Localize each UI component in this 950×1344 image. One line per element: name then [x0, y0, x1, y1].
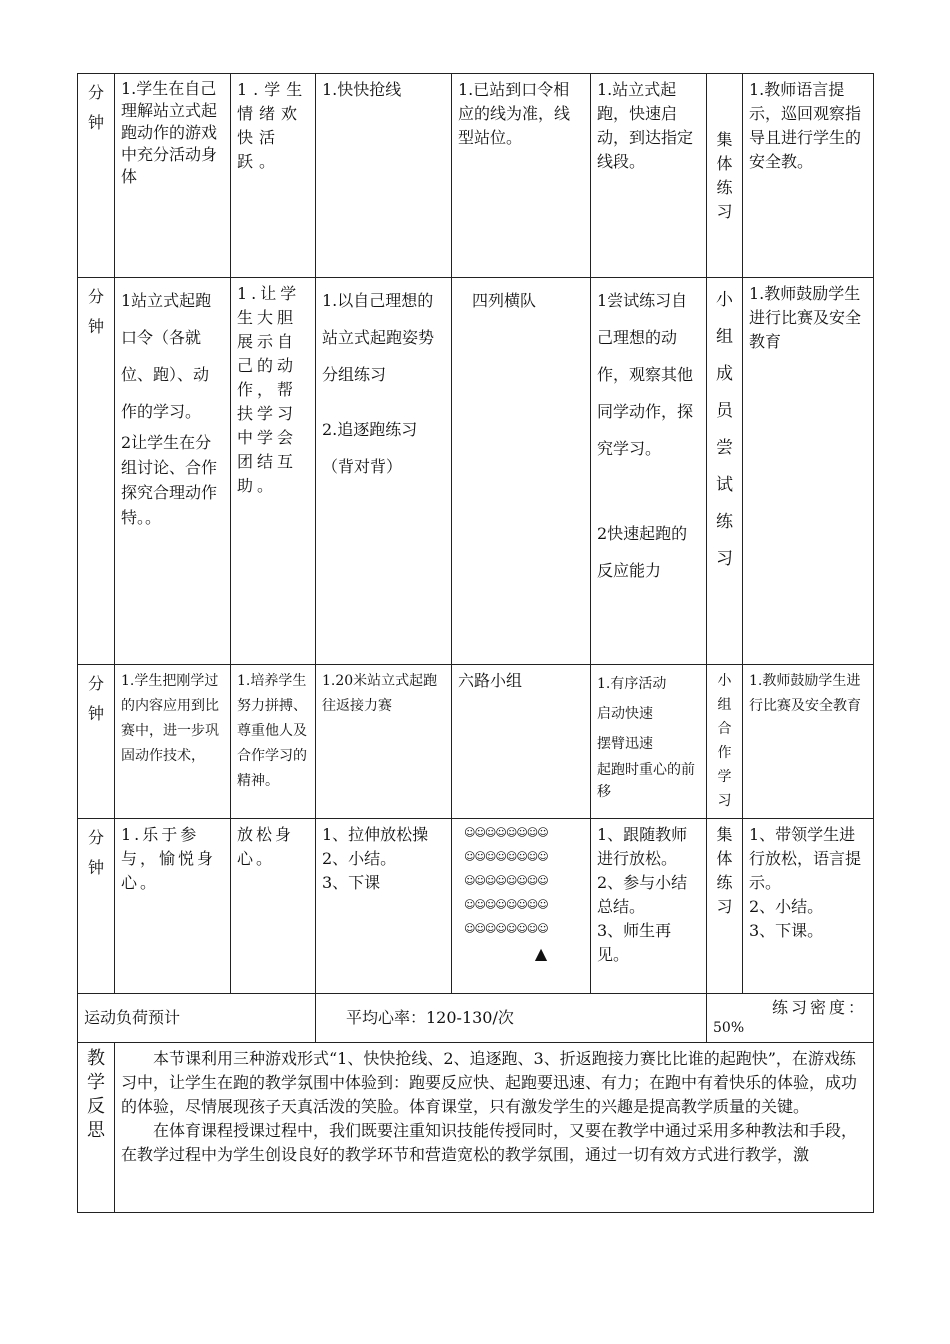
- time-cell: 分钟: [78, 278, 115, 665]
- time-cell: 分钟: [78, 819, 115, 994]
- organization-cell: 集体练习: [707, 819, 743, 994]
- content-cell: 1.学生在自己理解站立式起跑动作的游戏中充分活动身体: [115, 74, 231, 278]
- content-cell: 1.学生把刚学过的内容应用到比赛中，进一步巩固动作技术，: [115, 665, 231, 819]
- practice-density: 练习密度： 50%: [707, 994, 874, 1043]
- requirement-cell: 1.站立式起跑，快速启动，到达指定线段。: [591, 74, 707, 278]
- load-label: 运动负荷预计: [78, 994, 316, 1043]
- table-row: [78, 665, 874, 819]
- reflection-text: 本节课利用三种游戏形式“1、快快抢线、2、追逐跑、3、折返跑接力赛比比谁的起跑快”，在游戏练习中，让学生在跑的教学氛围中体验到：跑要反应快、起跑要迅速、有力；在跑中有着快乐的体验，成功的体验，尽情展现孩子天真活泼的笑脸。体育课堂，只有激发学生的兴趣是提高教学质量的关键。 在体育课程授课过程中，我们既要注重知识技能传授同时，又要在教学中通过采用多种教法和手段，在教学过程中为学生创设良好的教学环节和营造宽松的教学氛围，通过一切有效方式进行教学，激: [115, 1043, 874, 1213]
- teacher-cell: 1.教师鼓励学生进行比赛及安全教育: [743, 665, 874, 819]
- formation-cell: 1.已站到口令相应的线为准，线型站位。: [452, 74, 591, 278]
- teacher-cell: 1.教师语言提示，巡回观察指导且进行学生的安全教。: [743, 74, 874, 278]
- requirement-cell: 1尝试练习自己理想的动作，观察其他同学动作，探究学习。 2快速起跑的反应能力: [591, 278, 707, 665]
- goal-cell: 1.学生情绪欢快活跃。: [231, 74, 316, 278]
- table-row: [78, 819, 874, 994]
- student-row: ☺☺☺☺☺☺☺☺: [464, 922, 548, 935]
- method-cell: 1、拉伸放松操 2、小结。 3、下课: [316, 819, 452, 994]
- load-row: [78, 994, 874, 1043]
- method-cell: 1.快快抢线: [316, 74, 452, 278]
- time-cell: 分钟: [78, 665, 115, 819]
- lesson-plan-table: [77, 73, 874, 1213]
- reflection-row: [78, 1043, 874, 1213]
- formation-diagram: [452, 819, 591, 994]
- requirement-cell: 1、跟随教师进行放松。 2、参与小结总结。 3、师生再见。: [591, 819, 707, 994]
- goal-cell: 1.培养学生努力拼搏、尊重他人及合作学习的精神。: [231, 665, 316, 819]
- teacher-marker-icon: ▲: [534, 944, 548, 963]
- table-row: [78, 74, 874, 278]
- organization-cell: 集体练习: [707, 74, 743, 278]
- table-row: [78, 278, 874, 665]
- teacher-cell: 1、带领学生进行放松，语言提示。 2、小结。 3、下课。: [743, 819, 874, 994]
- reflection-label: 教学反思: [78, 1043, 115, 1213]
- organization-cell: 小组成员尝试练习: [707, 278, 743, 665]
- time-cell: 分钟: [78, 74, 115, 278]
- teacher-cell: 1.教师鼓励学生进行比赛及安全教育: [743, 278, 874, 665]
- requirement-cell: 1.有序活动 启动快速 摆臂迅速 起跑时重心的前移: [591, 665, 707, 819]
- content-cell: 1.乐于参与，愉悦身心。: [115, 819, 231, 994]
- student-row: ☺☺☺☺☺☺☺☺: [464, 874, 548, 887]
- student-row: ☺☺☺☺☺☺☺☺: [464, 850, 548, 863]
- student-row: ☺☺☺☺☺☺☺☺: [464, 826, 548, 839]
- organization-cell: 小组合作学习: [707, 665, 743, 819]
- student-row: ☺☺☺☺☺☺☺☺: [464, 898, 548, 911]
- goal-cell: 1.让学生大胆展示自己的动作，帮扶学习中学会团结互助。: [231, 278, 316, 665]
- goal-cell: 放松身心。: [231, 819, 316, 994]
- formation-cell: 六路小组: [452, 665, 591, 819]
- formation-cell: 四列横队: [452, 278, 591, 665]
- content-cell: 1站立式起跑口令（各就位、跑）、动作的学习。 2让学生在分组讨论、合作探究合理动作特。。: [115, 278, 231, 665]
- method-cell: 1.以自己理想的站立式起跑姿势分组练习 2.追逐跑练习（背对背）: [316, 278, 452, 665]
- heart-rate: 平均心率：120-130/次: [316, 994, 707, 1043]
- method-cell: 1.20米站立式起跑往返接力赛: [316, 665, 452, 819]
